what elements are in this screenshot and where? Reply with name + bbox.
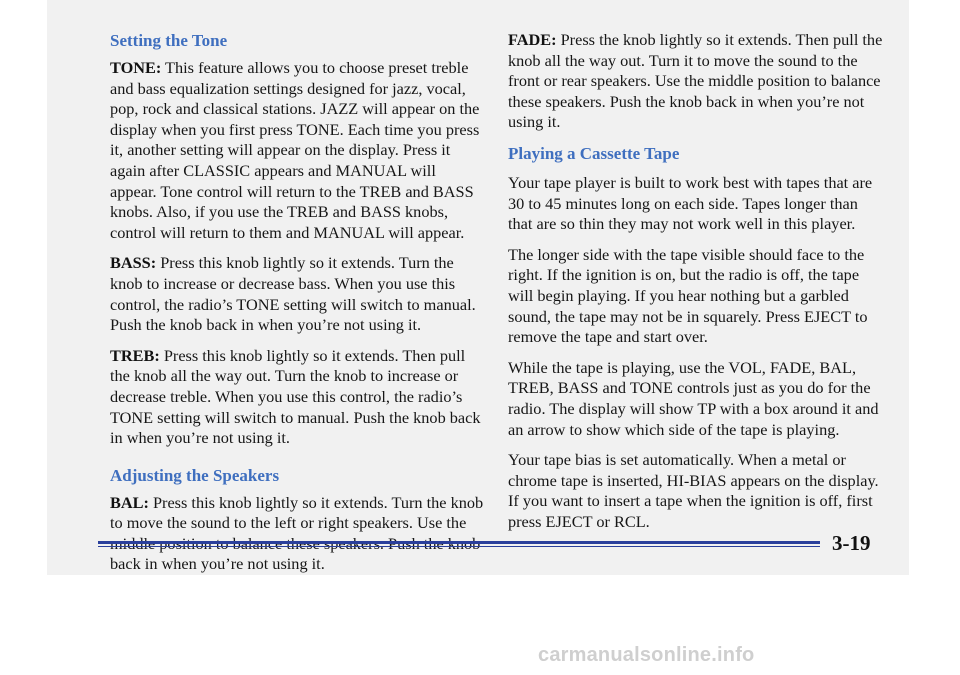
- section-heading-setting-the-tone: Setting the Tone: [110, 31, 228, 50]
- bal-term: BAL:: [110, 492, 149, 512]
- right-column: [508, 30, 884, 542]
- fade-term: FADE:: [508, 30, 557, 49]
- cassette-paragraph-2: The longer side with the tape visible should face to the right. If the ignition is on, but the radio is off, the tape will begin playing. If you hear nothing but a garbled sound, the tape may not be in squarely. Press EJECT to remove the tape and start over.: [508, 244, 868, 347]
- cassette-paragraph-4: Your tape bias is set automatically. When a metal or chrome tape is inserted, HI-BIAS appears on the display. If you want to insert a tape when the ignition is off, first press EJECT or RCL.: [508, 450, 879, 531]
- cassette-paragraph-3: While the tape is playing, use the VOL, FADE, BAL, TREB, BASS and TONE controls just as you do for the radio. The display will show TP with a box around it and an arrow to show which side of the tape is playing.: [508, 357, 879, 439]
- watermark: carmanualsonline.info: [538, 644, 755, 666]
- cassette-paragraph-1: Your tape player is built to work best with tapes that are 30 to 45 minutes long on each side. Tapes longer than that are so thin they may not work well in this player.: [508, 172, 873, 234]
- fade-paragraph: [508, 30, 884, 133]
- section-heading-adjusting-the-speakers: Adjusting the Speakers: [110, 465, 280, 485]
- left-column: [110, 30, 486, 585]
- treb-text: Press this knob lightly so it extends. Then pull the knob all the way out. Turn the knob to increase or decrease treble. When you use this control, the radio’s TONE setting will switch to manual. Push the knob back in when you’re not using it.: [110, 345, 481, 448]
- footer-rule-thin: [98, 546, 820, 547]
- tone-term: TONE:: [110, 58, 162, 77]
- bass-text: Press this knob lightly so it extends. Turn the knob to increase or decrease bass. When you use this control, the radio’s TONE setting will switch to manual. Push the knob back in when you’re not using it.: [110, 253, 476, 335]
- bass-term: BASS:: [110, 253, 157, 273]
- treb-term: TREB:: [110, 345, 160, 365]
- section-heading-playing-a-cassette-tape: Playing a Cassette Tape: [508, 143, 680, 163]
- fade-text: Press the knob lightly so it extends. Then pull the knob all the way out. Turn it to move the sound to the front or rear speakers. Use the middle position to balance these speakers. Push the knob back in when you’re not using it.: [508, 30, 883, 132]
- footer-rule-thick: [98, 541, 820, 544]
- page-number: 3-19: [832, 531, 871, 555]
- treb-paragraph: [110, 346, 486, 449]
- bass-paragraph: [110, 253, 486, 335]
- tone-paragraph: [110, 58, 486, 243]
- bal-paragraph: [110, 493, 486, 575]
- tone-text: This feature allows you to choose preset treble and bass equalization settings designed for jazz, vocal, pop, rock and classical stations. JAZZ will appear on the display when you first press TONE. Each time you press it, another setting will appear on the display. Press it again after CLASSIC appears and MANUAL will appear. Tone control will return to the TREB and BASS knobs. Also, if you use the TREB and BASS knobs, control will return to them and MANUAL will appear.: [110, 58, 480, 242]
- bal-text: Press this knob lightly so it extends. Turn the knob to move the sound to the left or right speakers. Use the middle position to balance these speakers. Push the knob back in when you’re not using it.: [110, 492, 484, 574]
